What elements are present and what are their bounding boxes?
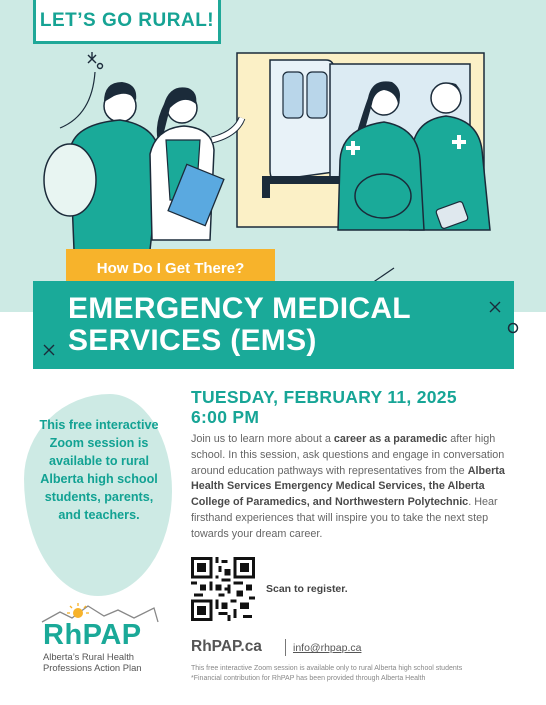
desc-bold: Alberta Health Services Emergency Medical Services, the Alberta College of Paramedics, and Northwestern Polytechnic bbox=[191, 464, 505, 509]
logo-subtitle bbox=[43, 651, 142, 673]
footnote-line: This free interactive Zoom session is available only to rural Alberta high school students bbox=[191, 665, 463, 672]
website-link[interactable]: RhPAP.ca bbox=[191, 638, 262, 655]
callout-text: This free interactive Zoom session is available to rural Alberta high school students, parents, and teachers. bbox=[39, 418, 159, 522]
desc-part: Join us to learn more about a bbox=[191, 433, 334, 445]
qr-code-icon[interactable] bbox=[191, 557, 255, 621]
logo-subtitle-line: Professions Action Plan bbox=[43, 662, 142, 673]
logo-subtitle-line: Alberta’s Rural Health bbox=[43, 651, 135, 662]
logo-wordmark: RhPAP bbox=[43, 619, 142, 651]
footnote bbox=[191, 664, 531, 683]
event-time: 6:00 PM bbox=[191, 407, 260, 427]
question-text: How Do I Get There? bbox=[96, 259, 245, 277]
desc-part: . Hear firsthand experiences that will inspire you to take the next step towards your dream career. bbox=[191, 496, 498, 540]
title-line-1: EMERGENCY MEDICAL bbox=[68, 292, 411, 325]
title-line-2: SERVICES (EMS) bbox=[68, 324, 317, 357]
event-date: TUESDAY, FEBRUARY 11, 2025 bbox=[191, 387, 457, 407]
event-description bbox=[191, 432, 521, 543]
desc-bold: career as a paramedic bbox=[333, 433, 448, 445]
footnote-line: *Financial contribution for RhPAP has been provided through Alberta Health bbox=[191, 674, 426, 682]
event-datetime bbox=[191, 387, 457, 427]
scan-label: Scan to register. bbox=[266, 583, 348, 595]
desc-part: after high school. In this session, ask questions and engage in conversation around education pathways with representatives from the bbox=[191, 433, 505, 477]
tagline-text: LET’S GO RURAL! bbox=[39, 9, 215, 31]
contact-divider bbox=[285, 639, 286, 656]
sparkle-icon bbox=[88, 52, 103, 69]
email-link[interactable]: info@rhpap.ca bbox=[293, 642, 362, 654]
page-title bbox=[68, 293, 488, 357]
